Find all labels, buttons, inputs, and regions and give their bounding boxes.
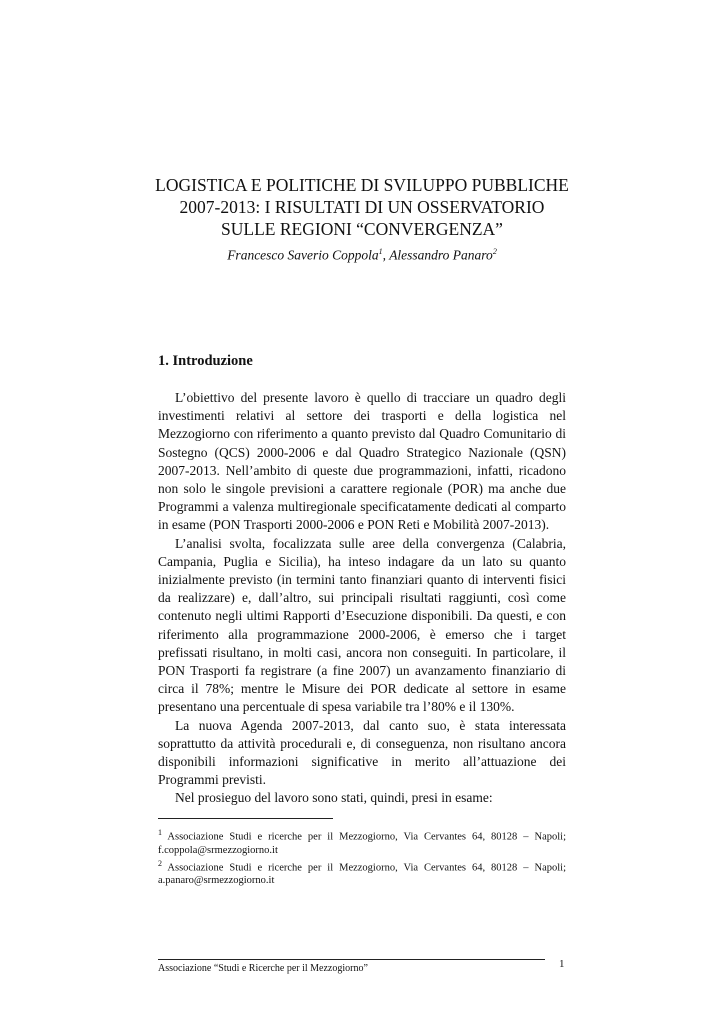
footnotes bbox=[158, 826, 566, 887]
author-2-footnote-ref: 2 bbox=[492, 247, 497, 256]
title-line-3: SULLE REGIONI “CONVERGENZA” bbox=[221, 219, 503, 239]
author-2: Alessandro Panaro bbox=[389, 247, 493, 263]
page-number: 1 bbox=[559, 958, 565, 970]
paper-title bbox=[120, 174, 604, 240]
footnote-1-text: Associazione Studi e ricerche per il Mezzogiorno, Via Cervantes 64, 80128 – Napoli; f.coppola@srmezzogiorno.it bbox=[158, 831, 566, 856]
footnote-1 bbox=[158, 826, 566, 857]
footnote-2 bbox=[158, 857, 566, 888]
paragraph-2: L’analisi svolta, focalizzata sulle aree della convergenza (Calabria, Campania, Puglia e Sicilia), ha inteso indagare da un lato su quanto inizialmente previsto (in termini tanto finanziari quanto di interventi fisici da realizzare) e, dall’altro, sui principali risultati raggiunti, così come contenuto negli ultimi Rapporti d’Esecuzione disponibili. Da questi, e con riferimento alla programmazione 2000-2006, è emerso che i target prefissati risultano, in molti casi, ancora non conseguiti. In particolare, il PON Trasporti fa registrare (a fine 2007) un avanzamento finanziario di circa il 78%; mentre le Misure dei POR dedicate al settore in esame presentano una percentuale di spesa variabile tra l’80% e il 130%. bbox=[158, 535, 566, 715]
paragraph-4: Nel prosieguo del lavoro sono stati, quindi, presi in esame: bbox=[175, 790, 493, 806]
paragraph-3: La nuova Agenda 2007-2013, dal canto suo, è stata interessata soprattutto da attività procedurali e, di conseguenza, non risultano ancora disponibili informazioni significative in merito all’attuazione dei Programmi previsti. bbox=[158, 717, 566, 788]
author-separator: , bbox=[382, 247, 390, 263]
paragraph-1: L’obiettivo del presente lavoro è quello di tracciare un quadro degli investimenti relativi al settore dei trasporti e della logistica nel Mezzogiorno con riferimento a quanto previsto dal Quadro Comunitario di Sostegno (QCS) 2000-2006 e dal Quadro Strategico Nazionale (QSN) 2007-2013. Nell’ambito di queste due programmazioni, infatti, ricadono non solo le singole previsioni a carattere regionale (POR) ma anche due Programmi a valenza multiregionale specificatamente dedicati al comparto in esame (PON Trasporti 2000-2006 e PON Reti e Mobilità 2007-2013). bbox=[158, 390, 566, 533]
title-line-1: LOGISTICA E POLITICHE DI SVILUPPO PUBBLICHE bbox=[155, 175, 569, 195]
section-heading: 1. Introduzione bbox=[158, 353, 253, 369]
title-line-2: 2007-2013: I RISULTATI DI UN OSSERVATORIO bbox=[179, 197, 545, 217]
body-text bbox=[158, 389, 566, 808]
footer-divider bbox=[158, 959, 545, 960]
footnote-1-number: 1 bbox=[158, 828, 162, 837]
footnote-divider bbox=[158, 818, 333, 819]
author-1-footnote-ref: 1 bbox=[378, 247, 383, 256]
footnote-2-number: 2 bbox=[158, 858, 162, 868]
footnote-2-text: Associazione Studi e ricerche per il Mezzogiorno, Via Cervantes 64, 80128 – Napoli; a.panaro@srmezzogiorno.it bbox=[158, 862, 566, 886]
footer-text: Associazione “Studi e Ricerche per il Mezzogiorno” bbox=[158, 963, 368, 974]
author-1: Francesco Saverio Coppola bbox=[227, 247, 379, 263]
author-line bbox=[120, 247, 604, 264]
